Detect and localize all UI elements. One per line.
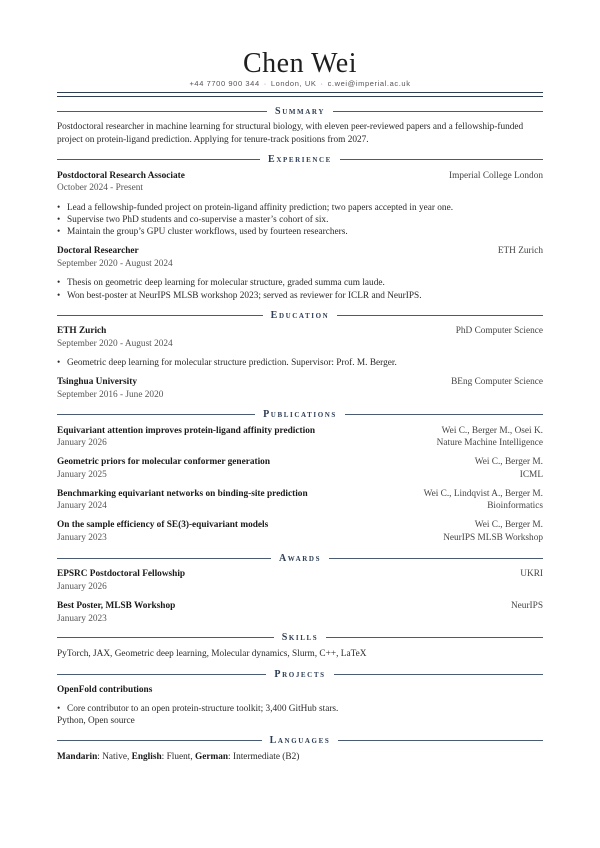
language-name: Mandarin xyxy=(57,752,98,762)
languages-list: Mandarin: Native, English: Fluent, German: Intermediate (B2) xyxy=(57,752,300,762)
summary-text: Postdoctoral researcher in machine learning for structural biology, with eleven peer-reviewed papers and a fellowship-funded project on protein-ligand prediction. Applying for tenure-track positions from 2027. xyxy=(57,122,524,145)
language-name: German xyxy=(194,752,229,762)
language-name: English xyxy=(131,752,162,762)
section-heading-languages: Languages xyxy=(57,734,543,746)
separator: · xyxy=(320,79,324,88)
section-heading-awards: Awards xyxy=(57,552,543,564)
language-level: Native xyxy=(102,752,127,762)
separator: · xyxy=(263,79,267,88)
skills-list: PyTorch, JAX, Geometric deep learning, Molecular dynamics, Slurm, C++, LaTeX xyxy=(57,649,367,659)
bullet-item: • Geometric deep learning for molecular structure prediction. Supervisor: Prof. M. Berger. xyxy=(57,358,397,368)
bullet-item: • Core contributor to an open protein-structure toolkit; 3,400 GitHub stars. xyxy=(57,704,339,714)
project-title: OpenFold contributions xyxy=(57,685,153,695)
bullet-item: • Lead a fellowship-funded project on protein-ligand affinity prediction; two papers accepted in year one. xyxy=(57,203,454,213)
location: London, UK xyxy=(270,79,317,88)
section-heading-summary: Summary xyxy=(57,105,543,117)
bullet-item: • Maintain the group’s GPU cluster workflows, used by fourteen researchers. xyxy=(57,227,348,237)
contact-line xyxy=(0,79,600,88)
candidate-name: Chen Wei xyxy=(243,48,357,79)
section-heading-publications: Publications xyxy=(57,408,543,420)
project-tech: Python, Open source xyxy=(57,716,135,726)
bullet-item: • Won best-poster at NeurIPS MLSB workshop 2023; served as reviewer for ICLR and NeurIPS. xyxy=(57,291,422,301)
language-level: Fluent xyxy=(166,752,191,762)
bullet-item: • Supervise two PhD students and co-supervise a master’s cohort of six. xyxy=(57,215,329,225)
resume-page: Chen Wei +44 7700 900 344 · London, UK · c.wei@imperial.ac.uk Summary Postdoctoral researcher in machine learning for structural biology, with eleven peer-reviewed papers and a fellowship-funded project on protein-ligand prediction. Applying for tenure-track positions from 2027. Experience Postdoctoral Research Associate Imperial College London October 2024 - Present • Lead a fellowship-funded project on protein-ligand affinity prediction; two papers accepted in year one. • Supervise two PhD students and co-supervise a master’s cohort of six. • Maintain the group’s GPU cluster workflows, used by fourteen researchers. Doctoral Researcher ETH Zurich September 2020 - August 2024 • Thesis on geometric deep learning for molecular structure, graded summa cum laude. • Won best-poster at NeurIPS MLSB workshop 2023; served as reviewer for ICLR and NeurIPS. Education ETH Zurich PhD Computer Science September 2020 - August 2024 • Geometric deep learning for molecular structure prediction. Supervisor: Prof. M. Berger. Tsinghua University BEng Computer Science September 2016 - June 2020 Publications Equivariant attention improves protein-ligand affinity prediction Wei C., Berger M., Osei K. January 2026 Nature Machine Intelligence Geometric priors for molecular conformer generation Wei C., Berger M. January 2025 ICML Benchmarking equivariant networks on binding-site prediction Wei C., Lindqvist A., Berger M. January 2024 Bioinformatics On the sample efficiency of SE(3)-equivariant models Wei C., Berger M. January 2023 NeurIPS MLSB Workshop Awards EPSRC Postdoctoral Fellowship UKRI January 2026 Best Poster, MLSB Workshop NeurIPS January 2023 Skills PyTorch, JAX, Geometric deep learning, Molecular dynamics, Slurm, C++, LaTeX Projects OpenFold contributions • Core contributor to an open protein-structure toolkit; 3,400 GitHub stars. Python, Open source Languages Mandarin: Native, English: Fluent, German: Intermediate (B2) xyxy=(0,0,600,848)
header-rule xyxy=(57,92,543,97)
section-heading-experience: Experience xyxy=(57,153,543,165)
section-heading-projects: Projects xyxy=(57,668,543,680)
phone: +44 7700 900 344 xyxy=(189,79,260,88)
section-heading-education: Education xyxy=(57,309,543,321)
section-heading-skills: Skills xyxy=(57,631,543,643)
language-level: Intermediate (B2) xyxy=(232,752,300,762)
bullet-item: • Thesis on geometric deep learning for molecular structure, graded summa cum laude. xyxy=(57,278,385,288)
email: c.wei@imperial.ac.uk xyxy=(327,79,411,88)
